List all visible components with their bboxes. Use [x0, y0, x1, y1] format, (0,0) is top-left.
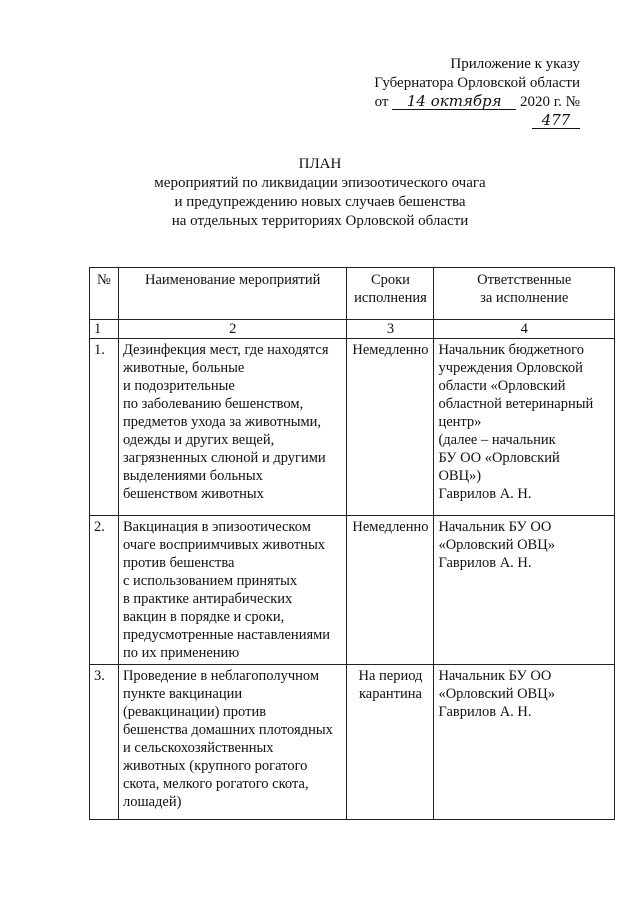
header-responsible: Ответственные за исполнение [434, 268, 615, 320]
title-heading: ПЛАН [298, 156, 342, 172]
row-responsible: Начальник БУ ОО «Орловский ОВЦ» Гаврилов А. Н. [434, 665, 615, 820]
row-number: 1. [90, 339, 119, 516]
title-line-2: и предупреждению новых случаев бешенства [174, 194, 466, 210]
table-row [90, 665, 615, 820]
title-line-3: на отдельных территориях Орловской области [171, 213, 469, 229]
column-number: 1 [90, 320, 119, 339]
row-term: Немедленно [347, 516, 434, 665]
row-responsible: Начальник БУ ОО «Орловский ОВЦ» Гаврилов А. Н. [434, 516, 615, 665]
header-term: Сроки исполнения [347, 268, 434, 320]
table-row [90, 516, 615, 665]
handwritten-date: 14 октября [392, 93, 516, 110]
table-row [90, 339, 615, 516]
column-number: 4 [434, 320, 615, 339]
column-number-row [90, 320, 615, 339]
header-number: № [90, 268, 119, 320]
table-header-row [90, 268, 615, 320]
title-line-1: мероприятий по ликвидации эпизоотического очага [154, 175, 486, 191]
row-number: 2. [90, 516, 119, 665]
row-term: Немедленно [347, 339, 434, 516]
row-responsible: Начальник бюджетного учреждения Орловской области «Орловский областной ветеринарный центр» (далее – начальник БУ ОО «Орловский ОВЦ») Гаврилов А. Н. [434, 339, 615, 516]
header-name: Наименование мероприятий [118, 268, 347, 320]
row-term: На период карантина [347, 665, 434, 820]
plan-table [89, 267, 615, 820]
appendix-block [350, 55, 580, 131]
document-title [0, 155, 640, 231]
row-name: Вакцинация в эпизоотическом очаге восприимчивых животных против бешенства с использованием принятых в практике антирабических вакцин в порядке и сроки, предусмотренные наставлениями по их применению [118, 516, 347, 665]
row-number: 3. [90, 665, 119, 820]
row-name: Проведение в неблагополучном пункте вакцинации (ревакцинации) против бешенства домашних плотоядных и сельскохозяйственных животных (крупного рогатого скота, мелкого рогатого скота, лошадей) [118, 665, 347, 820]
appendix-year: 2020 г. № [519, 94, 580, 110]
row-name: Дезинфекция мест, где находятся животные, больные и подозрительные по заболеванию бешенством, предметов ухода за животными, одежды и других вещей, загрязненных слюной и другими выделениями больных бешенством животных [118, 339, 347, 516]
handwritten-number: 477 [532, 112, 580, 129]
appendix-line-3 [350, 93, 580, 131]
appendix-prefix: от [374, 94, 389, 110]
appendix-line-2: Губернатора Орловской области [374, 75, 580, 91]
appendix-line-1: Приложение к указу [450, 56, 580, 72]
column-number: 3 [347, 320, 434, 339]
column-number: 2 [118, 320, 347, 339]
